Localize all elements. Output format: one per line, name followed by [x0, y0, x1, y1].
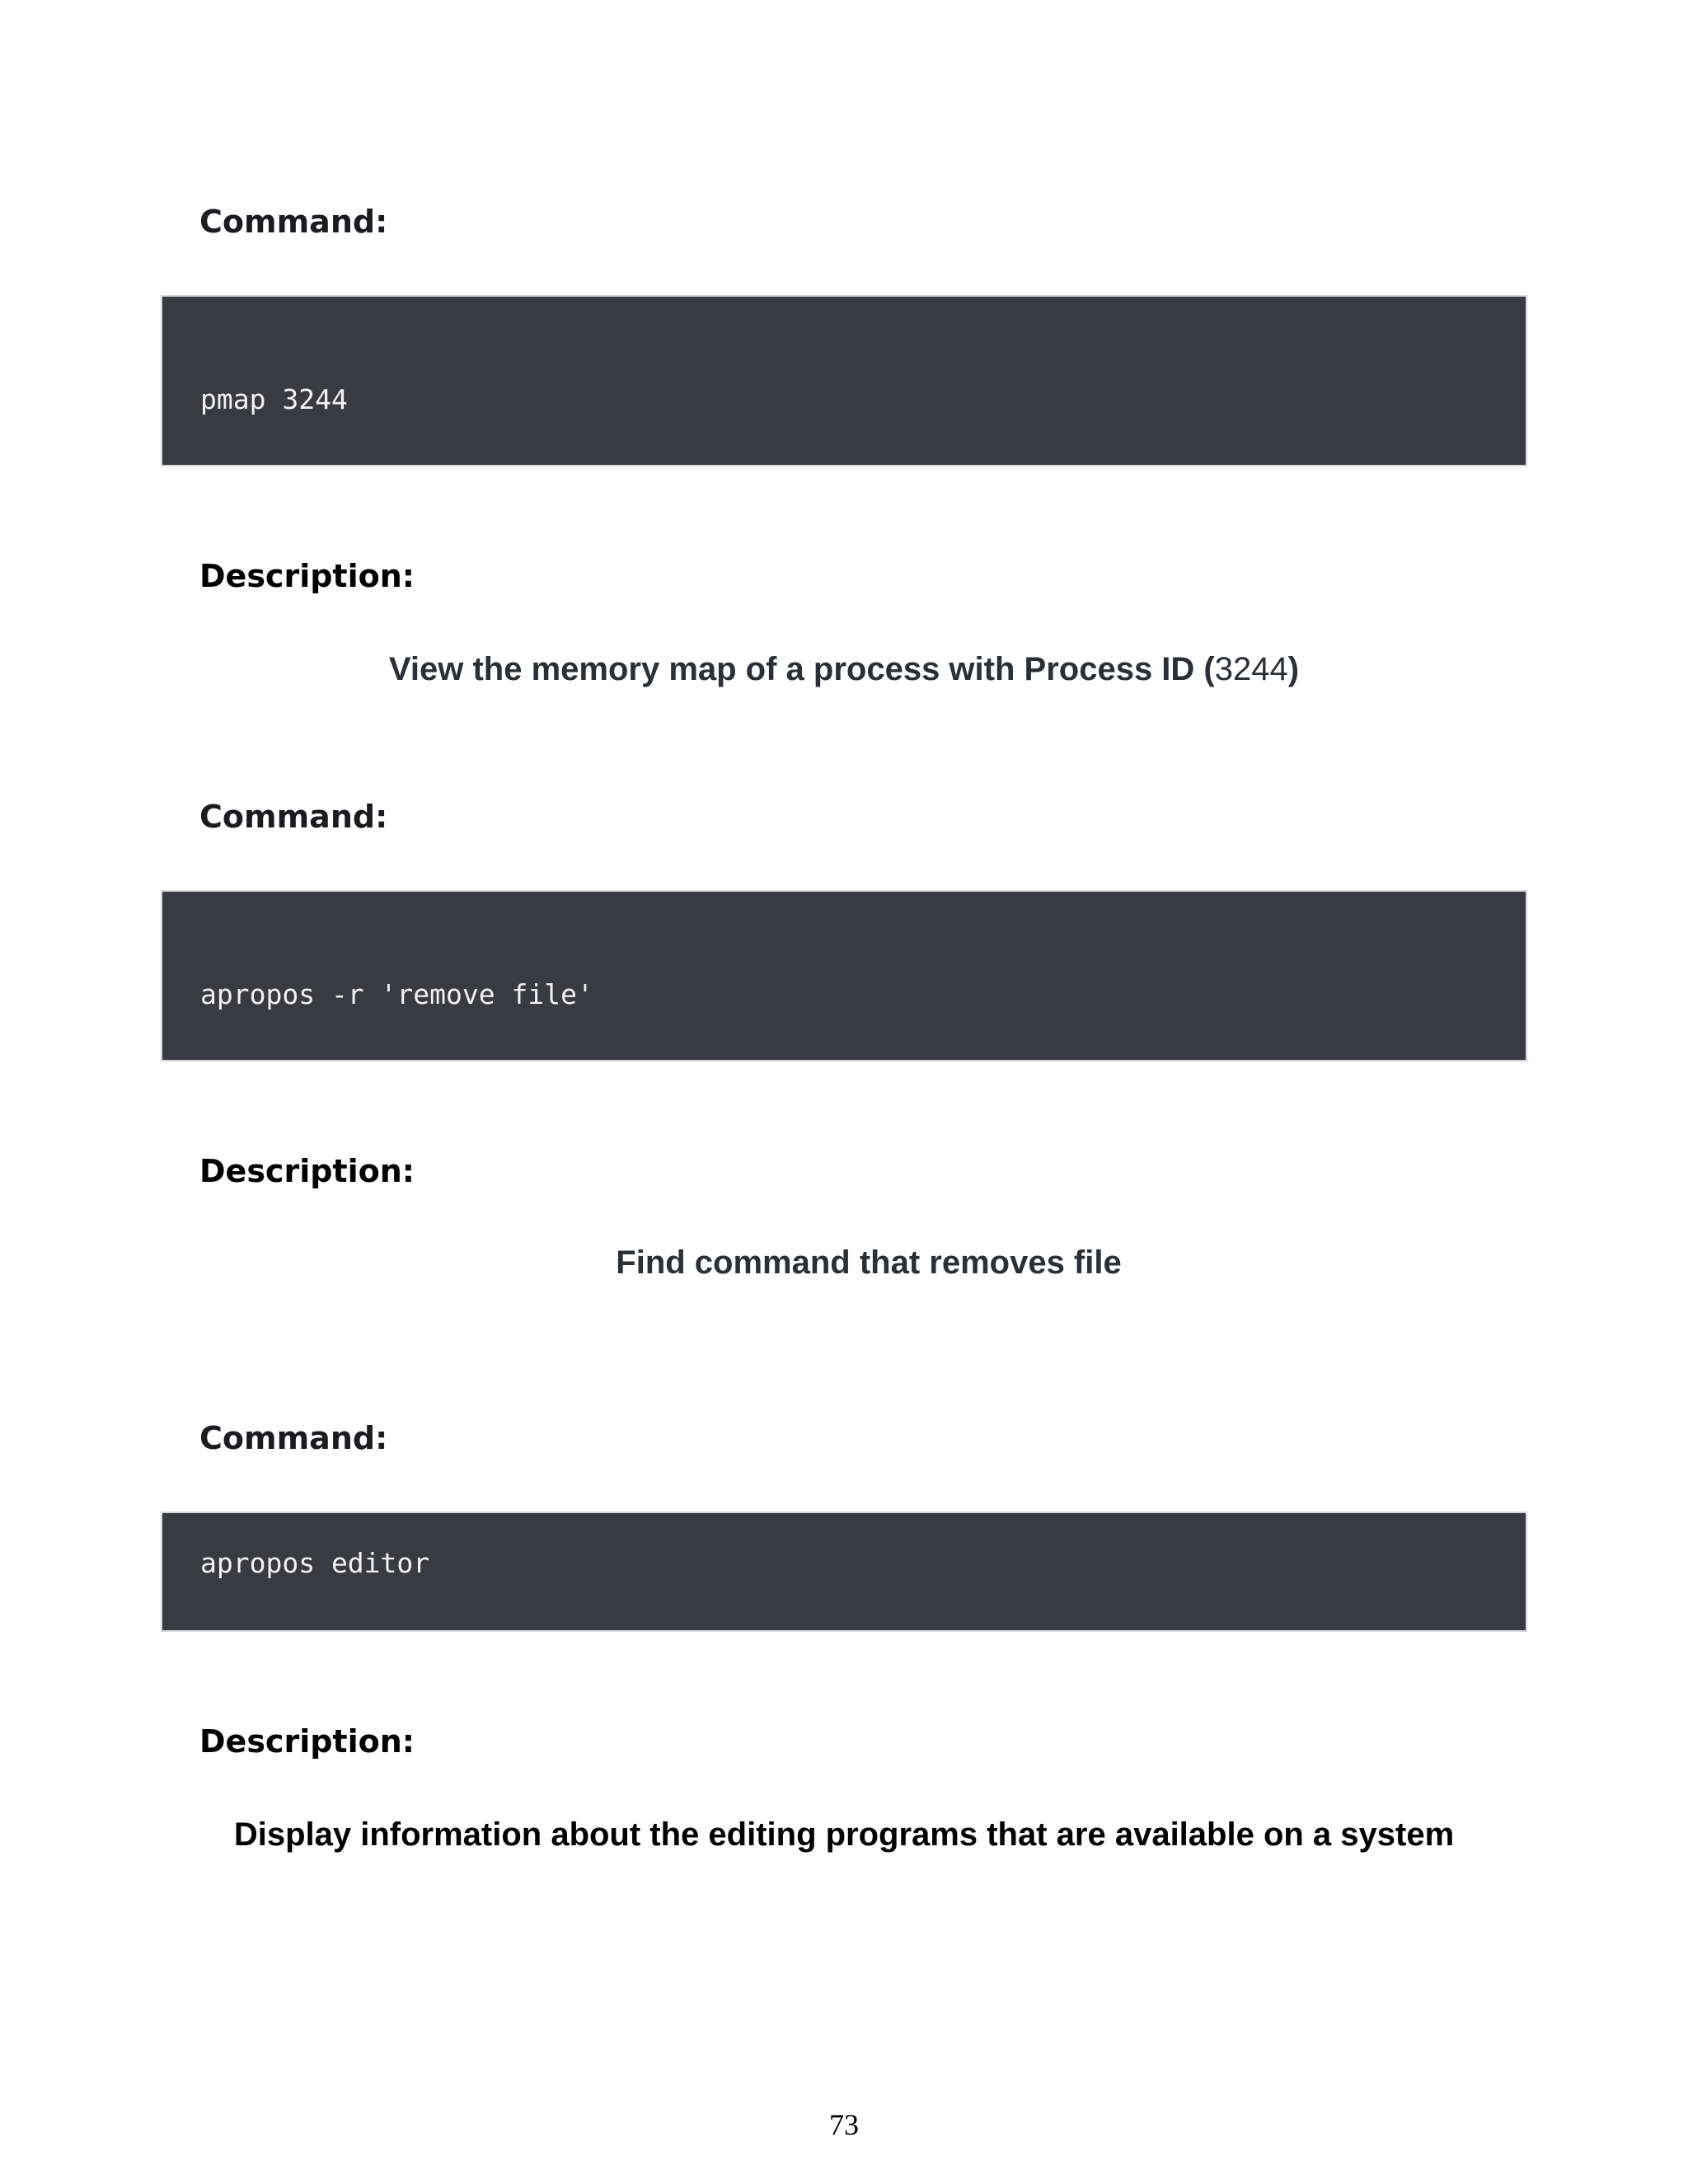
- description-main-1: View the memory map of a process with Process ID (: [388, 651, 1215, 687]
- description-text-1: [0, 653, 1688, 686]
- description-text-2: Find command that removes file: [616, 1244, 1122, 1281]
- code-block-1: [161, 295, 1527, 466]
- description-end-1: ): [1287, 651, 1300, 687]
- command-label-1: Command:: [199, 204, 388, 240]
- command-label-2: Command:: [199, 799, 388, 835]
- description-label-1: Description:: [199, 558, 415, 594]
- process-id-number: 3244: [1214, 651, 1288, 687]
- command-label-3: Command:: [199, 1420, 388, 1456]
- description-label-3: Description:: [199, 1723, 415, 1760]
- code-block-3: [161, 1511, 1527, 1632]
- command-text-1: pmap 3244: [200, 383, 348, 415]
- description-label-2: Description:: [199, 1153, 415, 1189]
- command-text-2: apropos -r 'remove file': [200, 978, 593, 1010]
- description-text-3: Display information about the editing programs that are available on a system: [233, 1816, 1455, 1853]
- page-number: 73: [829, 2108, 859, 2141]
- command-text-3: apropos editor: [200, 1547, 430, 1579]
- code-block-2: [161, 890, 1527, 1062]
